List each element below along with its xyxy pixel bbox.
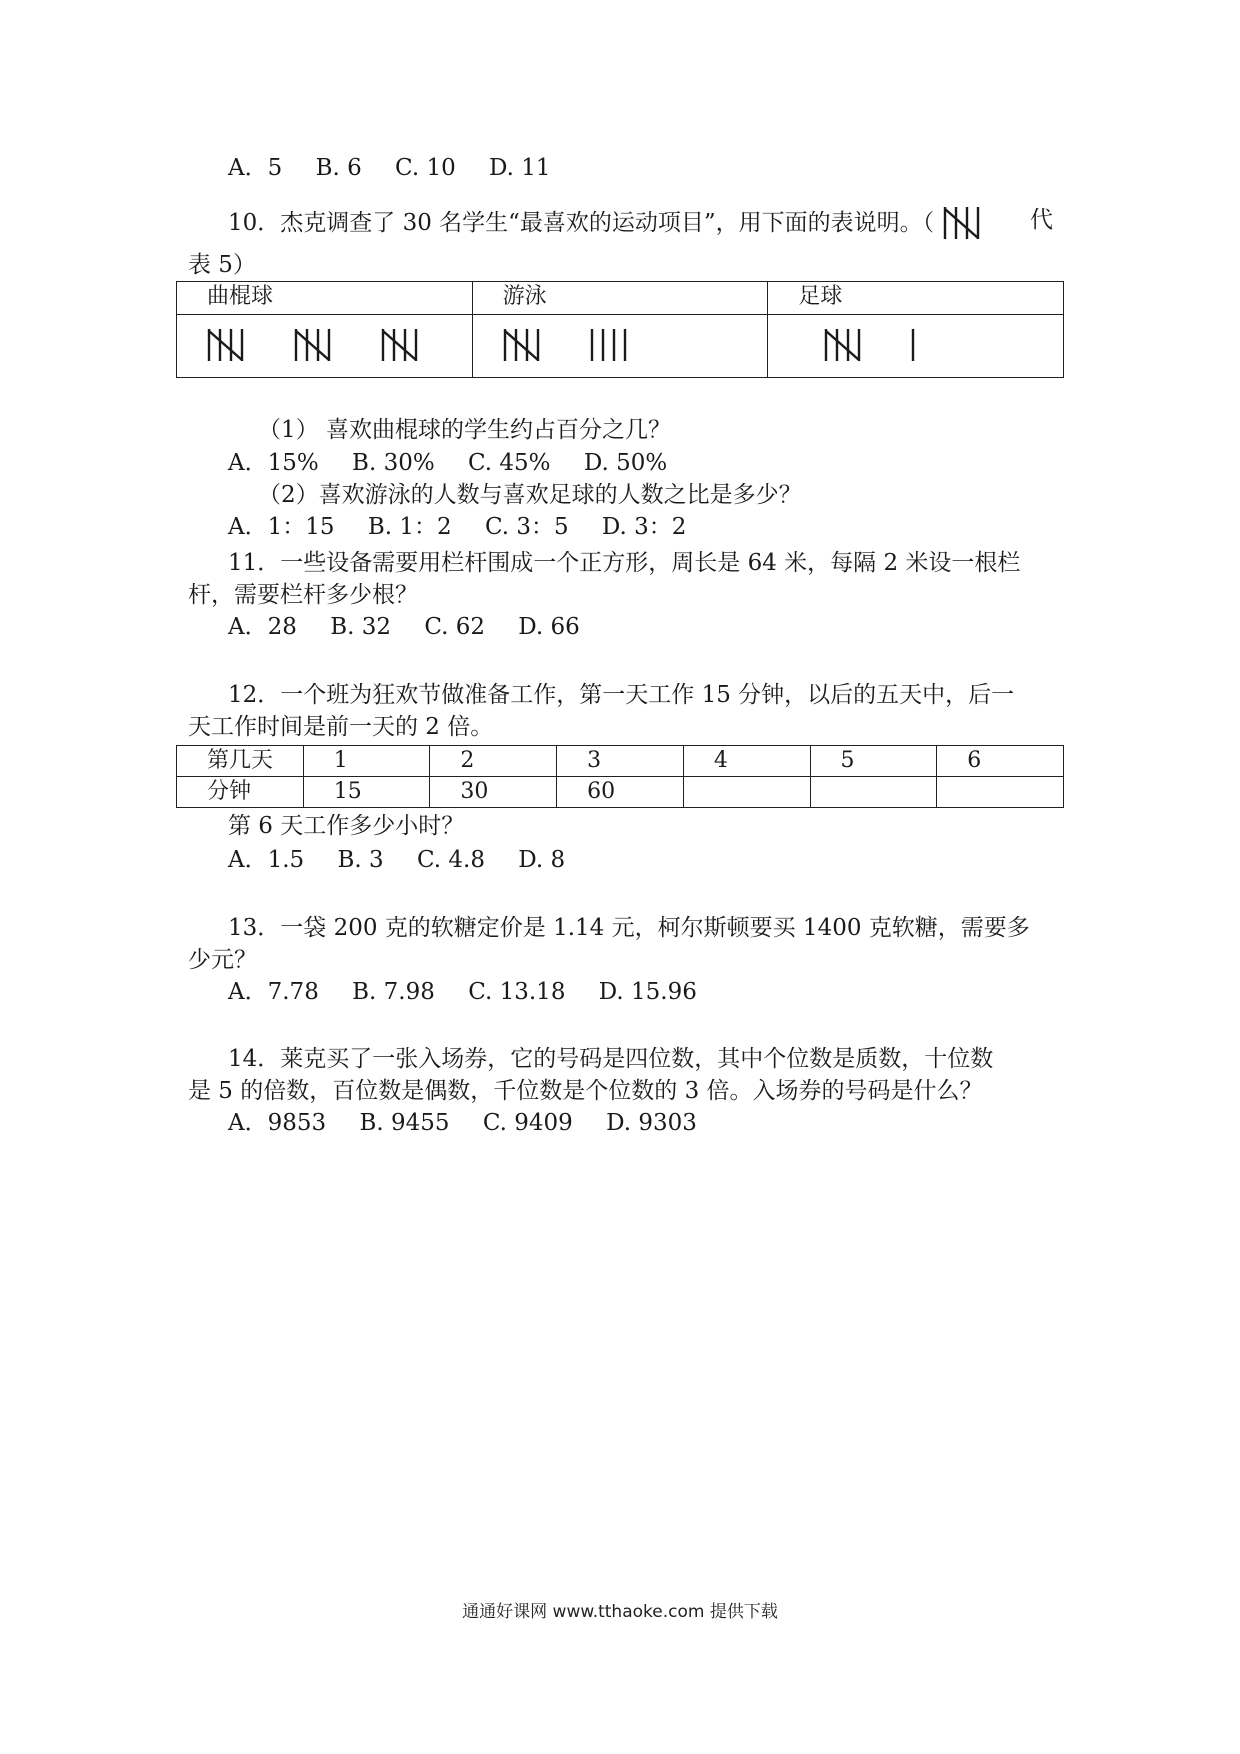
q12-line1: 12．一个班为狂欢节做准备工作，第一天工作 15 分钟，以后的五天中，后一 (228, 682, 1015, 708)
q10-sub2-question: （2）喜欢游泳的人数与喜欢足球的人数之比是多少？ (258, 482, 802, 508)
tally-mark-group (588, 327, 633, 365)
tally-mark (822, 327, 867, 365)
row-label-day: 第几天 (177, 746, 304, 777)
q13-option-c: C. 13.18 (468, 979, 566, 1005)
q10-sub1-option-d: D. 50% (583, 450, 668, 476)
minutes-cell (683, 777, 810, 808)
day-cell: 6 (937, 746, 1064, 777)
q13-option-d: D. 15.96 (598, 979, 697, 1005)
work-time-table (176, 745, 1064, 808)
q12-option-d: D. 8 (518, 847, 566, 873)
tally-mark (379, 327, 424, 365)
q10-stem-line2: 表 5） (188, 252, 256, 278)
q14-line2: 是 5 的倍数，百位数是偶数，千位数是个位数的 3 倍。入场券的号码是什么？ (188, 1078, 983, 1104)
tally-mark-group (292, 327, 337, 365)
q14-line1: 14．莱克买了一张入场券，它的号码是四位数，其中个位数是质数，十位数 (228, 1046, 994, 1072)
q9-options (228, 153, 577, 183)
tally-mark (588, 327, 633, 365)
sports-tally-table (176, 281, 1064, 378)
header-football: 足球 (768, 282, 1064, 315)
q12-options (228, 845, 591, 875)
q12-option-a: A．1.5 (228, 847, 305, 873)
tally-legend-icon (941, 205, 986, 243)
q14-option-c: C. 9409 (482, 1110, 573, 1136)
q11-option-b: B. 32 (330, 614, 391, 640)
header-hockey: 曲棍球 (177, 282, 473, 315)
day-cell: 3 (557, 746, 684, 777)
q13-line1: 13．一袋 200 克的软糖定价是 1.14 元，柯尔斯顿要买 1400 克软糖，需要多 (228, 915, 1030, 941)
header-swimming: 游泳 (472, 282, 768, 315)
q11-line2: 杆，需要栏杆多少根？ (188, 582, 418, 608)
q14-option-d: D. 9303 (606, 1110, 697, 1136)
q11-option-c: C. 62 (424, 614, 485, 640)
q11-options (228, 612, 606, 642)
q10-sub2-options (228, 512, 712, 542)
minutes-cell: 60 (557, 777, 684, 808)
tally-cross-stroke (505, 331, 538, 360)
q13-line2: 少元？ (188, 947, 257, 973)
tally-mark (205, 327, 250, 365)
tally-mark-group (501, 327, 546, 365)
q14-option-b: B. 9455 (359, 1110, 450, 1136)
tally-mark-group (205, 327, 250, 365)
q10-sub1-question: （1） 喜欢曲棍球的学生约占百分之几？ (258, 417, 671, 443)
q11-option-d: D. 66 (518, 614, 580, 640)
q10-sub1-option-a: A．15% (228, 450, 319, 476)
q14-option-a: A．9853 (228, 1110, 327, 1136)
q10-sub2-option-a: A．1：15 (228, 514, 335, 540)
q10-sub1-option-c: C. 45% (468, 450, 551, 476)
tally-cell-football (768, 315, 1064, 378)
tally-cross-stroke (296, 331, 329, 360)
q10-sub1-option-b: B. 30% (352, 450, 435, 476)
minutes-cell: 15 (303, 777, 430, 808)
tally-cross-stroke (826, 331, 859, 360)
tally-cross-stroke (209, 331, 242, 360)
q13-options (228, 977, 723, 1007)
tally-mark (292, 327, 337, 365)
q9-option-b: B. 6 (315, 155, 362, 181)
tally-cross-stroke (383, 331, 416, 360)
q12-question: 第 6 天工作多少小时？ (228, 813, 465, 839)
tally-mark-group (822, 327, 867, 365)
tally-cross-stroke (945, 209, 978, 238)
row-label-minutes: 分钟 (177, 777, 304, 808)
q10-stem-suffix: 代 (1030, 207, 1053, 233)
q10-stem-text: 10．杰克调查了 30 名学生“最喜欢的运动项目”，用下面的表说明。（ (228, 210, 935, 236)
q12-option-c: C. 4.8 (416, 847, 485, 873)
tally-mark (909, 327, 921, 365)
q10-sub2-option-c: C. 3：5 (484, 514, 569, 540)
q13-option-a: A．7.78 (228, 979, 319, 1005)
tally-mark-group (379, 327, 424, 365)
q11-line1: 11．一些设备需要用栏杆围成一个正方形，周长是 64 米，每隔 2 米设一根栏 (228, 550, 1021, 576)
tally-cell-hockey (177, 315, 473, 378)
q11-option-a: A．28 (228, 614, 297, 640)
q12-option-b: B. 3 (337, 847, 384, 873)
q12-line2: 天工作时间是前一天的 2 倍。 (188, 714, 494, 740)
q10-stem-line1 (228, 205, 986, 243)
tally-mark-group (909, 327, 921, 365)
tally-mark-group (941, 205, 986, 243)
day-cell: 5 (810, 746, 937, 777)
q9-option-d: D. 11 (489, 155, 551, 181)
tally-mark (501, 327, 546, 365)
q10-sub2-option-b: B. 1：2 (367, 514, 452, 540)
tally-cell-swimming (472, 315, 768, 378)
q9-option-a: A．5 (228, 155, 283, 181)
page-footer: 通通好课网 www.tthaoke.com 提供下载 (462, 1602, 778, 1622)
q14-options (228, 1108, 723, 1138)
day-cell: 4 (683, 746, 810, 777)
q10-sub2-option-d: D. 3：2 (601, 514, 687, 540)
minutes-cell: 30 (430, 777, 557, 808)
q10-sub1-options (228, 448, 693, 478)
q13-option-b: B. 7.98 (352, 979, 435, 1005)
day-cell: 1 (303, 746, 430, 777)
minutes-cell (937, 777, 1064, 808)
day-cell: 2 (430, 746, 557, 777)
q9-option-c: C. 10 (395, 155, 456, 181)
minutes-cell (810, 777, 937, 808)
